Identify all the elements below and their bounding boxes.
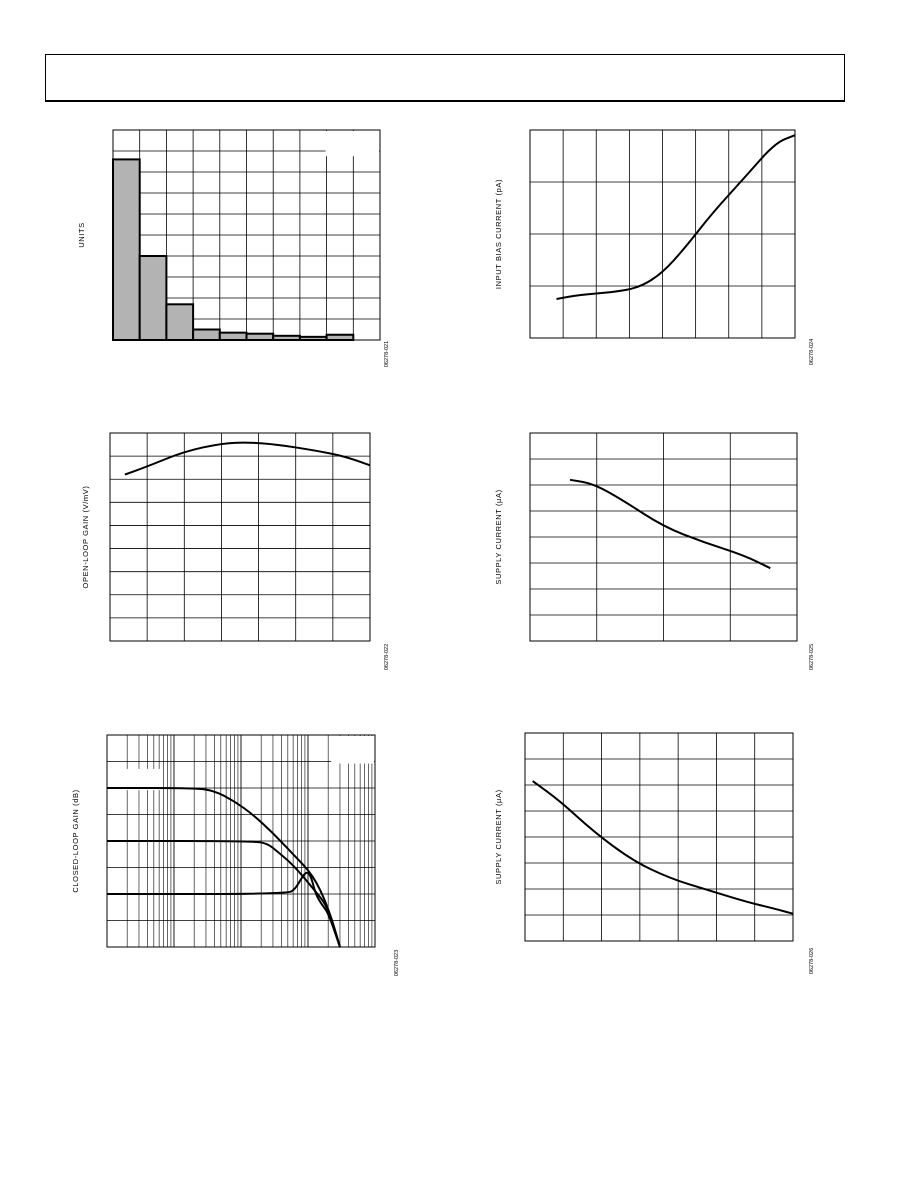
histogram-bar [327,335,354,340]
open-loop-gain-plot-group [110,433,370,641]
histogram-bar [140,256,167,340]
figure-id: 06278-026 [809,947,815,975]
units-histogram-chart [70,120,400,380]
input-bias-current-plot-group [530,130,795,338]
histogram-bar [247,334,274,340]
input-bias-current-chart [485,120,825,380]
figure-id: 06278-025 [809,643,815,671]
open-loop-gain-chart [70,425,400,685]
supply-current-1-plot-group [530,433,797,641]
supply-current-chart-1 [485,425,825,685]
y-axis-label: OPEN-LOOP GAIN (V/mV) [81,485,90,589]
y-axis-label: CLOSED-LOOP GAIN (dB) [71,789,80,893]
plot-frame [110,433,370,641]
series-line-1 [570,480,770,568]
supply-current-2-plot-group [525,733,793,941]
histogram-bar [113,159,140,340]
legend-box [326,131,379,156]
y-axis-label: SUPPLY CURRENT (µA) [494,489,503,585]
y-axis-label: UNITS [77,222,86,248]
y-axis-label: INPUT BIAS CURRENT (pA) [494,178,503,290]
histogram-bar [193,330,220,341]
series-line-1 [533,781,793,914]
figure-id: 06278-022 [384,643,390,671]
figure-id: 06278-024 [809,338,815,366]
page-header-box [45,54,845,102]
closed-loop-gain-plot-group [107,735,375,947]
figure-id: 06278-021 [384,340,390,368]
figure-id: 06278-023 [394,949,400,977]
y-axis-label: SUPPLY CURRENT (µA) [494,789,503,885]
histogram-bar [166,304,193,340]
histogram-bar [273,336,300,340]
legend-box [331,736,374,764]
supply-current-chart-2 [485,725,825,995]
legend-box [108,769,162,790]
units-histogram-plot-group [113,130,380,340]
series-line-1 [557,135,796,299]
closed-loop-gain-chart [65,725,405,995]
histogram-bar [220,333,247,340]
